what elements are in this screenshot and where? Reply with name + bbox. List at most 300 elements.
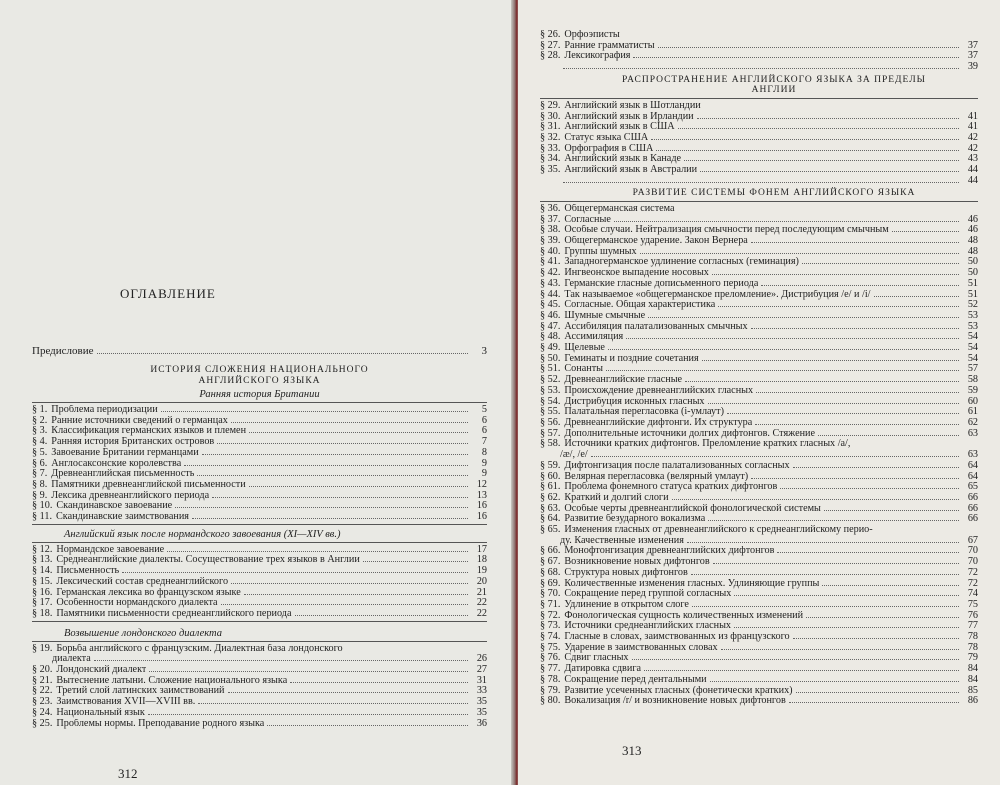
entry-title: Согласные [564, 214, 611, 225]
entry-page: 6 [481, 414, 487, 426]
leader-dots [793, 638, 959, 639]
toc-list [540, 204, 978, 707]
entry-title: Западногерманское удлинение согласных (геминация) [564, 257, 799, 268]
leader-dots [606, 370, 959, 371]
toc-entry[interactable] [540, 632, 978, 643]
toc-entry[interactable] [540, 664, 978, 675]
section-number: § 59. [540, 459, 561, 471]
section-number: § 32. [540, 131, 561, 143]
toc-entry[interactable] [540, 62, 978, 73]
entry-title: Английский язык в Ирландии [564, 111, 694, 122]
toc-entry[interactable] [32, 609, 487, 620]
toc-entry[interactable] [540, 397, 978, 408]
toc-entry[interactable] [540, 30, 978, 41]
toc-entry[interactable] [32, 545, 487, 556]
toc-entry[interactable] [32, 697, 487, 708]
toc-entry[interactable] [32, 480, 487, 491]
entry-title: Проблема фонемного статуса кратких дифтонгов [564, 482, 778, 493]
toc-entry[interactable] [540, 176, 978, 187]
entry-page: 41 [967, 110, 978, 122]
entry-page: 8 [481, 446, 487, 458]
toc-entry[interactable] [32, 437, 487, 448]
section-number: § 70. [540, 588, 561, 600]
entry-title: Ранние грамматисты [564, 40, 655, 51]
leader-dots [818, 435, 959, 436]
entry-page: 63 [967, 449, 978, 461]
right-page [518, 0, 1000, 785]
leader-dots [700, 171, 959, 172]
entry-page: 60 [967, 395, 978, 407]
section-number: § 36. [540, 202, 561, 214]
entry-page: 42 [967, 142, 978, 154]
leader-dots [175, 507, 468, 508]
entry-title: Лондонский диалект [56, 665, 147, 676]
toc-entry[interactable] [540, 525, 978, 536]
entry-title: Гласные в словах, заимствованных из французского [564, 632, 790, 643]
entry-title: Лексический состав среднеанглийского [56, 576, 229, 587]
leader-dots [149, 671, 468, 672]
toc-entry[interactable] [540, 204, 978, 215]
toc-entry[interactable] [32, 491, 487, 502]
leader-dots [780, 488, 959, 489]
section-number: § 29. [540, 99, 561, 111]
toc-entry[interactable] [32, 644, 487, 655]
part-heading: ИСТОРИЯ СЛОЖЕНИЯ НАЦИОНАЛЬНОГО АНГЛИЙСКОГО ЯЗЫКА [150, 365, 369, 386]
entry-title: Дистрибуция исконных гласных [564, 396, 705, 407]
toc-entry[interactable] [540, 215, 978, 226]
preface-page: 3 [481, 345, 487, 357]
entry-page: 21 [476, 586, 487, 598]
entry-title: Англосаксонские королевства [51, 458, 182, 469]
toc-entry[interactable] [540, 300, 978, 311]
section-number: § 56. [540, 417, 561, 428]
toc-entry[interactable] [32, 416, 487, 427]
section-number: § 74. [540, 631, 561, 643]
toc-entry[interactable] [32, 566, 487, 577]
leader-dots [640, 253, 959, 254]
section-number: § 31. [540, 121, 561, 133]
toc-entry[interactable] [540, 407, 978, 418]
leader-dots [712, 274, 959, 275]
entry-page: 51 [967, 277, 978, 289]
toc-entry[interactable] [540, 600, 978, 611]
toc-entry[interactable] [540, 268, 978, 279]
leader-dots [244, 594, 468, 595]
entry-title: Ассимиляция [564, 332, 624, 343]
leader-dots [633, 57, 959, 58]
toc-entry[interactable] [540, 133, 978, 144]
preface-entry[interactable] [32, 345, 487, 358]
leader-dots [678, 128, 959, 129]
entry-page: 52 [967, 299, 978, 311]
section-number: § 22. [32, 685, 53, 697]
section-number: § 75. [540, 641, 561, 653]
leader-dots [363, 561, 468, 562]
leader-dots [756, 392, 959, 393]
leader-dots [751, 328, 959, 329]
toc-entry[interactable] [540, 418, 978, 429]
leader-dots [802, 263, 959, 264]
toc-entry[interactable] [540, 536, 978, 547]
entry-title: Ранняя история Британских островов [51, 437, 215, 448]
section-number: § 50. [540, 352, 561, 364]
leader-dots [249, 432, 468, 433]
toc-entry[interactable] [540, 322, 978, 333]
section-number: § 60. [540, 470, 561, 482]
entry-title: Статус языка США [564, 132, 649, 143]
toc-entry[interactable] [32, 676, 487, 687]
toc-entry[interactable] [540, 493, 978, 504]
toc-entry[interactable] [32, 588, 487, 599]
divider [540, 201, 978, 202]
entry-page: 22 [476, 597, 487, 609]
toc-entry[interactable] [32, 459, 487, 470]
entry-page: 78 [967, 631, 978, 643]
leader-dots [684, 160, 959, 161]
section-number: § 46. [540, 309, 561, 321]
entry-title: Структура новых дифтонгов [564, 567, 688, 578]
entry-page: 26 [476, 653, 487, 665]
entry-page: 85 [967, 684, 978, 696]
entry-page: 61 [967, 406, 978, 418]
leader-dots [710, 681, 959, 682]
entry-title: Сдвиг гласных [564, 653, 629, 664]
entry-page: 84 [967, 663, 978, 675]
toc-entry[interactable] [540, 354, 978, 365]
entry-page: 17 [476, 543, 487, 555]
entry-title: Геминаты и поздние сочетания [564, 353, 699, 364]
section-number: § 80. [540, 695, 561, 707]
toc-entry[interactable] [540, 257, 978, 268]
toc-entry[interactable] [540, 643, 978, 654]
leader-dots [212, 497, 468, 498]
entry-page: 46 [967, 224, 978, 236]
section-number: § 71. [540, 598, 561, 610]
entry-page: 78 [967, 641, 978, 653]
toc-entry[interactable] [540, 589, 978, 600]
section-number: § 9. [32, 489, 48, 501]
toc-entry[interactable] [540, 514, 978, 525]
section-number: § 20. [32, 664, 53, 676]
entry-title: Краткий и долгий слоги [564, 492, 669, 503]
entry-page: 37 [967, 50, 978, 62]
toc-entry[interactable] [540, 504, 978, 515]
entry-page: 53 [967, 309, 978, 321]
part-heading: РАЗВИТИЕ СИСТЕМЫ ФОНЕМ АНГЛИЙСКОГО ЯЗЫКА [632, 188, 916, 199]
leader-dots [713, 563, 959, 564]
section-number: § 72. [540, 609, 561, 621]
toc-entry[interactable] [32, 598, 487, 609]
leader-dots [221, 604, 468, 605]
section-number: § 45. [540, 299, 561, 311]
section-number: § 65. [540, 524, 561, 536]
preface-label: Предисловие [32, 345, 94, 357]
section-number: § 43. [540, 277, 561, 289]
toc-entry[interactable] [32, 686, 487, 697]
entry-page: 72 [967, 566, 978, 578]
leader-dots [702, 360, 959, 361]
toc-entry[interactable] [540, 101, 978, 112]
entry-title: Древнеанглийская письменность [51, 469, 195, 480]
toc-entry[interactable] [540, 557, 978, 568]
toc-entry[interactable] [540, 546, 978, 557]
toc-entry[interactable] [540, 332, 978, 343]
entry-page: 7 [481, 436, 487, 448]
section-number: § 69. [540, 577, 561, 589]
leader-dots [721, 649, 959, 650]
toc-entry[interactable] [540, 439, 978, 450]
entry-title: Скандинавские заимствования [56, 512, 189, 523]
leader-dots [796, 692, 959, 693]
leader-dots [672, 499, 959, 500]
toc-entry[interactable] [540, 461, 978, 472]
entry-title: Дифтонгизация после палатализованных согласных [564, 460, 790, 471]
toc-entry[interactable] [540, 364, 978, 375]
entry-page: 66 [967, 491, 978, 503]
leader-dots [290, 682, 468, 683]
section-number: § 44. [540, 288, 561, 300]
entry-page: 36 [476, 717, 487, 729]
entry-title: Памятники древнеанглийской письменности [51, 479, 246, 490]
entry-page: 74 [967, 588, 978, 600]
entry-page: 42 [967, 131, 978, 143]
right-content [540, 30, 978, 707]
leader-dots [708, 403, 959, 404]
entry-page: 65 [967, 481, 978, 493]
leader-dots [751, 478, 959, 479]
entry-page: 75 [967, 598, 978, 610]
leader-dots [192, 518, 468, 519]
entry-page: 5 [481, 404, 487, 415]
leader-dots [691, 574, 959, 575]
leader-dots [202, 454, 468, 455]
part-heading: РАСПРОСТРАНЕНИЕ АНГЛИЙСКОГО ЯЗЫКА ЗА ПРЕДЕЛЫ АНГЛИИ [622, 74, 926, 96]
leader-dots [94, 660, 468, 661]
entry-title: /æ/, /e/ [560, 450, 588, 461]
entry-title: Общегерманская система [564, 203, 675, 214]
section-number: § 21. [32, 674, 53, 686]
divider [32, 641, 487, 642]
entry-page: 33 [476, 685, 487, 697]
toc-entry[interactable] [32, 512, 487, 523]
toc-entry[interactable] [540, 154, 978, 165]
section-number: § 6. [32, 457, 48, 469]
leader-dots [167, 551, 468, 552]
leader-dots [685, 381, 959, 382]
entry-page: 70 [967, 556, 978, 568]
toc-entry[interactable] [540, 311, 978, 322]
toc-entry[interactable] [540, 579, 978, 590]
toc-entry[interactable] [540, 611, 978, 622]
entry-title: Сокращение перед группой согласных [564, 589, 732, 600]
entry-title: Английский язык в Канаде [564, 154, 682, 165]
toc-entry[interactable] [540, 653, 978, 664]
leader-dots [563, 68, 959, 69]
entry-page: 6 [481, 425, 487, 437]
entry-title: Германские гласные дописьменного периода [564, 278, 759, 289]
entry-title: Нормандское завоевание [56, 544, 165, 555]
entry-title: Возникновение новых дифтонгов [564, 557, 710, 568]
toc-entry[interactable] [540, 343, 978, 354]
entry-page: 53 [967, 320, 978, 332]
entry-title: Щелевые [564, 343, 605, 354]
leader-dots [249, 486, 468, 487]
section-number: § 38. [540, 224, 561, 236]
entry-title: Орфография в США [564, 143, 654, 154]
toc-entry[interactable] [540, 41, 978, 52]
leader-dots [217, 443, 468, 444]
leader-dots [793, 467, 959, 468]
entry-page: 76 [967, 609, 978, 621]
section-number: § 64. [540, 513, 561, 525]
entry-title: Источники среднеанглийских гласных [564, 621, 732, 632]
entry-page: 51 [967, 288, 978, 300]
section-number: § 8. [32, 478, 48, 490]
toc-entry[interactable] [32, 426, 487, 437]
toc-entry[interactable] [540, 482, 978, 493]
section-number: § 61. [540, 481, 561, 493]
entry-page: 66 [967, 502, 978, 514]
leader-dots [708, 520, 959, 521]
toc-entry[interactable] [32, 448, 487, 459]
toc-entry[interactable] [540, 51, 978, 62]
entry-title: Вокализация /r/ и возникновение новых дифтонгов [564, 696, 786, 707]
toc-entry[interactable] [32, 469, 487, 480]
toc-entry[interactable] [540, 375, 978, 386]
entry-title: Английский язык в Австралии [564, 165, 698, 176]
entry-page: 16 [476, 511, 487, 523]
toc-entry[interactable] [32, 708, 487, 719]
toc-entry[interactable] [540, 686, 978, 697]
entry-title: Ранние источники сведений о германцах [51, 415, 228, 426]
leader-dots [761, 285, 959, 286]
toc-list [32, 405, 487, 523]
section-number: § 25. [32, 717, 53, 729]
toc-entry[interactable] [540, 165, 978, 176]
leader-dots [658, 47, 959, 48]
section-number: § 77. [540, 663, 561, 675]
section-number: § 37. [540, 213, 561, 225]
toc-entry[interactable] [32, 577, 487, 588]
toc-entry[interactable] [540, 429, 978, 440]
entry-page: 54 [967, 352, 978, 364]
toc-entry[interactable] [540, 696, 978, 707]
entry-page: 16 [476, 500, 487, 512]
toc-entry[interactable] [540, 568, 978, 579]
entry-title: Согласные. Общая характеристика [564, 300, 716, 311]
leader-dots [734, 627, 959, 628]
toc-entry[interactable] [32, 555, 487, 566]
toc-entry[interactable] [540, 290, 978, 301]
group-title: Возвышение лондонского диалекта [64, 627, 222, 639]
entry-title: Так называемое «общегерманское преломление». Дистрибуция /e/ и /i/ [564, 289, 871, 300]
toc-entry[interactable] [540, 144, 978, 155]
toc-entry[interactable] [32, 719, 487, 730]
entry-page: 19 [476, 565, 487, 577]
entry-title: Национальный язык [56, 707, 145, 718]
entry-title: Германская лексика во французском языке [56, 587, 241, 598]
section-number: § 35. [540, 164, 561, 176]
entry-title: Велярная перегласовка (велярный умлаут) [564, 471, 749, 482]
section-number: § 54. [540, 395, 561, 407]
entry-page: 44 [967, 174, 978, 186]
toc-entry[interactable] [540, 621, 978, 632]
entry-page: 84 [967, 673, 978, 685]
toc-entry[interactable] [32, 405, 487, 416]
toc-entry[interactable] [540, 675, 978, 686]
toc-entry[interactable] [540, 112, 978, 123]
section-number: § 11. [32, 511, 52, 523]
entry-page: 37 [967, 39, 978, 51]
toc-title: ОГЛАВЛЕНИЕ [120, 286, 216, 301]
entry-title: Особые случаи. Нейтрализация смычности перед последующим смычным [564, 225, 889, 236]
entry-page: 31 [476, 674, 487, 686]
leader-dots [824, 510, 959, 511]
entry-title: Особые черты древнеанглийской фонологической системы [564, 503, 821, 514]
entry-title: Письменность [56, 566, 120, 577]
page-number: 312 [118, 766, 138, 781]
entry-title: Источники кратких дифтонгов. Преломление кратких гласных /a/, [564, 439, 851, 450]
toc-entry[interactable] [32, 654, 487, 665]
entry-page: 18 [476, 554, 487, 566]
toc-list [32, 545, 487, 620]
section-number: § 40. [540, 245, 561, 257]
entry-page: 46 [967, 213, 978, 225]
toc-entry[interactable] [32, 501, 487, 512]
entry-title: Датировка сдвига [564, 664, 642, 675]
section-number: § 24. [32, 706, 53, 718]
entry-title: Ассибиляция палатализованных смычных [564, 321, 748, 332]
entry-page: 54 [967, 342, 978, 354]
entry-title: Сонанты [564, 364, 603, 375]
section-number: § 57. [540, 427, 561, 439]
toc-entry[interactable] [540, 247, 978, 258]
entry-title: Дополнительные источники долгих дифтонгов. Стяжение [564, 428, 816, 439]
section-number: § 73. [540, 620, 561, 632]
entry-title: Ударение в заимствованных словах [564, 642, 718, 653]
toc-entry[interactable] [540, 122, 978, 133]
toc-entry[interactable] [32, 665, 487, 676]
leader-dots [656, 150, 959, 151]
toc-entry[interactable] [540, 386, 978, 397]
leader-dots [806, 617, 959, 618]
section-number: § 7. [32, 468, 48, 480]
leader-dots [228, 692, 469, 693]
entry-title: Группы шумных [564, 246, 637, 257]
entry-page: 50 [967, 267, 978, 279]
entry-title: Удлинение в открытом слоге [564, 599, 689, 610]
leader-dots [295, 615, 469, 616]
toc-list [540, 30, 978, 73]
section-number: § 5. [32, 446, 48, 458]
leader-dots [644, 670, 959, 671]
toc-entry[interactable] [540, 450, 978, 461]
section-number: § 68. [540, 566, 561, 578]
leader-dots [563, 182, 959, 183]
leader-dots [614, 221, 959, 222]
toc-entry[interactable] [540, 472, 978, 483]
section-number: § 28. [540, 50, 561, 62]
entry-title: Особенности нормандского диалекта [56, 598, 218, 609]
divider [32, 402, 487, 403]
entry-title: Лексикография [564, 51, 631, 62]
toc-entry[interactable] [540, 236, 978, 247]
toc-entry[interactable] [540, 225, 978, 236]
entry-page: 9 [481, 457, 487, 469]
leader-dots [751, 242, 959, 243]
toc-entry[interactable] [540, 279, 978, 290]
section-number: § 3. [32, 425, 48, 437]
